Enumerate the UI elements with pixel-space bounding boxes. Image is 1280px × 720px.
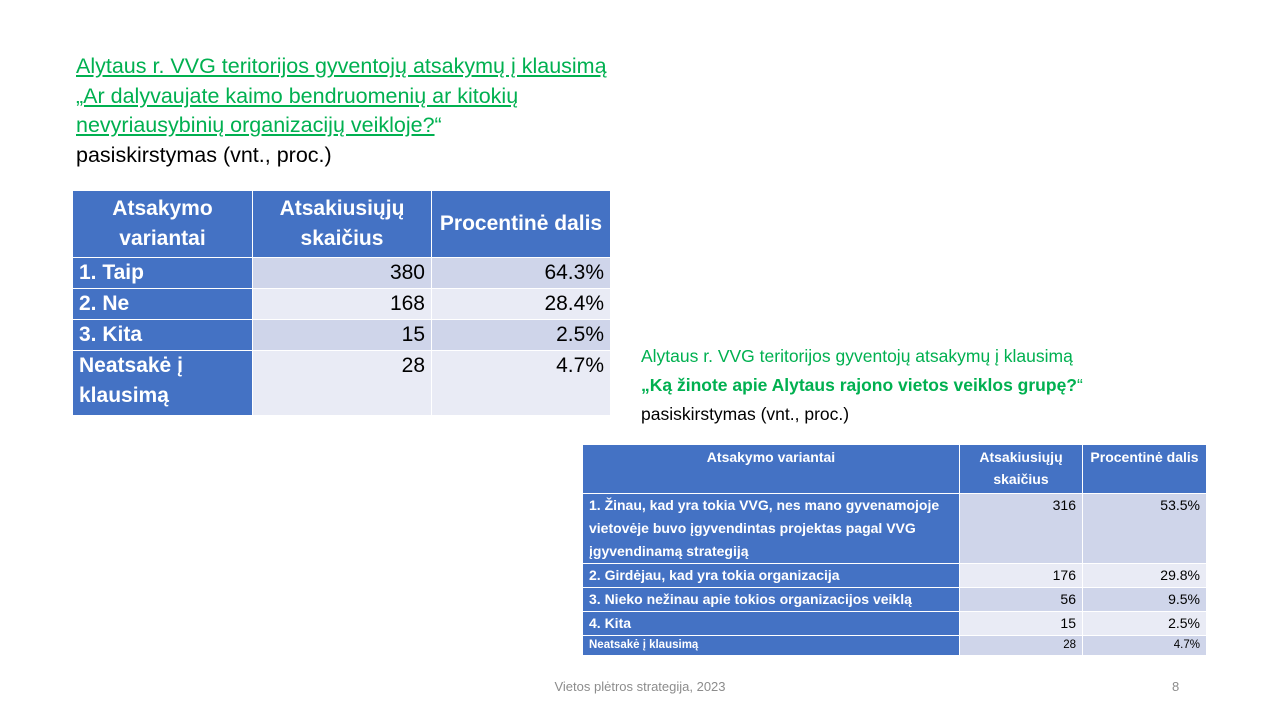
row-label: Neatsakė į klausimą (73, 351, 253, 416)
row-label: 3. Kita (73, 320, 253, 351)
row-label: 1. Taip (73, 258, 253, 289)
row-count: 176 (960, 564, 1083, 588)
row-label: 1. Žinau, kad yra tokia VVG, nes mano gyvenamojoje vietovėje buvo įgyvendintas projektas pagal VVG įgyvendinamą strategiją (583, 494, 960, 564)
survey-title-1 (76, 52, 636, 170)
row-count: 28 (253, 351, 432, 416)
table-header-row (583, 445, 1207, 494)
header-percentage: Procentinė dalis (432, 191, 611, 258)
header-respondent-count: Atsakiusiųjų skaičius (960, 445, 1083, 494)
row-percentage: 4.7% (432, 351, 611, 416)
table-row (73, 289, 611, 320)
survey-title-2 (641, 342, 1241, 429)
survey-title-1-question: Alytaus r. VVG teritorijos gyventojų atsakymų į klausimą „Ar dalyvaujate kaimo bendruomenių ar kitokių nevyriausybinių organizacijų veikloje? (76, 54, 607, 137)
row-percentage: 2.5% (432, 320, 611, 351)
row-percentage: 9.5% (1083, 588, 1207, 612)
row-count: 15 (253, 320, 432, 351)
row-label: Neatsakė į klausimą (583, 636, 960, 656)
table-header-row (73, 191, 611, 258)
survey-title-2-lead: Alytaus r. VVG teritorijos gyventojų atsakymų į klausimą (641, 346, 1073, 366)
row-label: 4. Kita (583, 612, 960, 636)
survey-title-1-quote: “ (434, 113, 442, 137)
page-number: 8 (1172, 679, 1180, 694)
awareness-table (582, 444, 1207, 656)
row-count: 56 (960, 588, 1083, 612)
header-answer-options: Atsakymo variantai (73, 191, 253, 258)
table-row (73, 351, 611, 416)
survey-title-2-question: „Ką žinote apie Alytaus rajono vietos veiklos grupę? (641, 375, 1077, 395)
row-percentage: 29.8% (1083, 564, 1207, 588)
slide-footer: Vietos plėtros strategija, 2023 (554, 679, 726, 694)
row-count: 316 (960, 494, 1083, 564)
table-row (583, 564, 1207, 588)
survey-title-2-quote: “ (1077, 375, 1083, 395)
row-count: 28 (960, 636, 1083, 656)
row-percentage: 4.7% (1083, 636, 1207, 656)
row-label: 3. Nieko nežinau apie tokios organizacijos veiklą (583, 588, 960, 612)
row-count: 168 (253, 289, 432, 320)
row-count: 380 (253, 258, 432, 289)
table-row (583, 494, 1207, 564)
row-label: 2. Girdėjau, kad yra tokia organizacija (583, 564, 960, 588)
table-row (583, 636, 1207, 656)
survey-title-2-tail: pasiskirstymas (vnt., proc.) (641, 404, 850, 424)
table-row (583, 612, 1207, 636)
table-row (73, 320, 611, 351)
row-count: 15 (960, 612, 1083, 636)
row-percentage: 2.5% (1083, 612, 1207, 636)
row-percentage: 53.5% (1083, 494, 1207, 564)
row-label: 2. Ne (73, 289, 253, 320)
row-percentage: 64.3% (432, 258, 611, 289)
survey-title-1-tail: pasiskirstymas (vnt., proc.) (76, 142, 332, 167)
header-answer-options: Atsakymo variantai (583, 445, 960, 494)
table-row (73, 258, 611, 289)
header-respondent-count: Atsakiusiųjų skaičius (253, 191, 432, 258)
table-row (583, 588, 1207, 612)
header-percentage: Procentinė dalis (1083, 445, 1207, 494)
row-percentage: 28.4% (432, 289, 611, 320)
participation-table (72, 190, 611, 416)
